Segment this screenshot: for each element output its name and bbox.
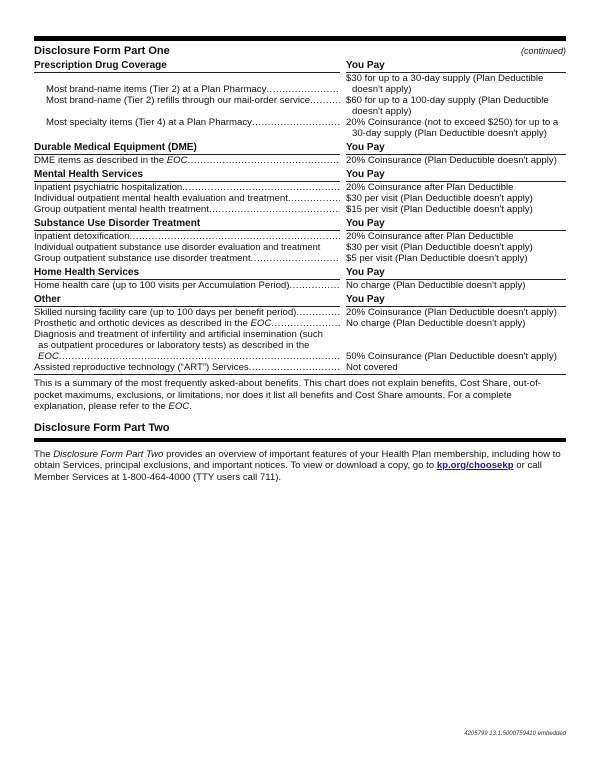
you-pay-header: You Pay — [346, 169, 566, 182]
pay-value: $5 per visit (Plan Deductible doesn't apply) — [346, 253, 528, 264]
section-header — [34, 142, 566, 155]
eoc-ref: EOC — [168, 401, 190, 412]
pay-value: 20% Coinsurance after Plan Deductible — [346, 231, 514, 242]
section-title: Prescription Drug Coverage — [34, 60, 340, 73]
part-two-title: Disclosure Form Part Two — [34, 421, 170, 434]
table-row — [34, 231, 566, 242]
pay-value: 20% Coinsurance after Plan Deductible — [346, 182, 514, 193]
section-title: Home Health Services — [34, 267, 340, 280]
table-end-rule — [34, 374, 566, 375]
table-row — [34, 329, 566, 362]
pay-value: $60 for up to a 100-day supply (Plan Deductible — [346, 95, 549, 106]
section-header — [34, 218, 566, 231]
table-row — [34, 182, 566, 193]
continued-label: (continued) — [520, 46, 566, 56]
section-title: Mental Health Services — [34, 169, 340, 182]
item-label: Diagnosis and treatment of infertility and artificial insemination (such — [34, 329, 324, 340]
table-row — [34, 318, 566, 329]
pay-value-cont: doesn't apply) — [352, 106, 412, 117]
pay-value: $30 for up to a 30-day supply (Plan Deductible — [346, 73, 544, 84]
table-row — [34, 117, 566, 139]
item-label: Inpatient detoxification — [34, 231, 130, 242]
section-other — [34, 294, 566, 375]
table-row — [34, 155, 566, 166]
pay-value: 50% Coinsurance (Plan Deductible doesn't apply) — [346, 351, 557, 362]
table-row — [34, 193, 566, 204]
pay-value: No charge (Plan Deductible doesn't apply) — [346, 280, 526, 291]
section-home-health — [34, 267, 566, 291]
form-title: Disclosure Form Part One — [34, 45, 170, 57]
section-header — [34, 169, 566, 182]
section-substance-use — [34, 218, 566, 264]
top-rule — [34, 36, 566, 41]
table-row — [34, 253, 566, 264]
item-label: Most specialty items (Tier 4) at a Plan Pharmacy — [46, 117, 252, 128]
summary-paragraph: This is a summary of the most frequently asked-about benefits. This chart does not explain benefits, Cost Share, out-of-pocket maximums, exclusions, or limitations, nor does it list all benefits and Cost Share amounts. For a complete explanation, please refer to the EOC. — [34, 378, 541, 412]
section-header — [34, 294, 566, 307]
item-label: Most brand-name items (Tier 2) at a Plan Pharmacy — [46, 84, 267, 95]
you-pay-header: You Pay — [346, 142, 566, 155]
item-label: Group outpatient substance use disorder treatment — [34, 253, 251, 264]
section-dme — [34, 142, 566, 166]
table-row — [34, 307, 566, 318]
pay-value: Not covered — [346, 362, 398, 373]
pay-value: 20% Coinsurance (Plan Deductible doesn't apply) — [346, 155, 557, 166]
document-page — [34, 36, 566, 483]
pay-value-cont: 30-day supply (Plan Deductible doesn't apply) — [352, 128, 547, 139]
pay-value: No charge (Plan Deductible doesn't apply) — [346, 318, 526, 329]
section-mental-health — [34, 169, 566, 215]
pay-value: $30 per visit (Plan Deductible doesn't apply) — [346, 193, 533, 204]
table-row — [34, 73, 566, 95]
you-pay-header: You Pay — [346, 218, 566, 231]
section-title: Durable Medical Equipment (DME) — [34, 142, 340, 155]
table-row — [34, 95, 566, 117]
item-label: Individual outpatient mental health evaluation and treatment — [34, 193, 288, 204]
eoc-ref: EOC — [38, 351, 59, 362]
pay-value: 20% Coinsurance (not to exceed $250) for up to a — [346, 117, 559, 128]
you-pay-header: You Pay — [346, 294, 566, 307]
table-row — [34, 362, 566, 373]
item-label: DME items as described in the EOC — [34, 155, 188, 166]
item-label: Most brand-name (Tier 2) refills through our mail-order service — [46, 95, 311, 106]
item-label: Assisted reproductive technology (“ART”) Services — [34, 362, 249, 373]
item-label: Group outpatient mental health treatment — [34, 204, 209, 215]
section-header — [34, 60, 566, 73]
you-pay-header: You Pay — [346, 60, 566, 73]
pay-value: 20% Coinsurance (Plan Deductible doesn't apply) — [346, 307, 557, 318]
choosekp-link[interactable]: kp.org/choosekp — [436, 460, 514, 471]
table-row — [34, 280, 566, 291]
section-header — [34, 267, 566, 280]
item-label: Prosthetic and orthotic devices as described in the EOC — [34, 318, 272, 329]
pay-value-cont: doesn't apply) — [352, 84, 412, 95]
table-row — [34, 204, 566, 215]
section-title: Other — [34, 294, 340, 307]
item-label-cont: as outpatient procedures or laboratory tests) as described in the — [38, 340, 310, 351]
part-two-rule — [34, 438, 566, 442]
eoc-ref: EOC — [250, 318, 272, 329]
section-title: Substance Use Disorder Treatment — [34, 218, 340, 231]
form-header — [34, 45, 566, 57]
part-two-paragraph: The Disclosure Form Part Two provides an overview of important features of your Health Plan membership, including how to obtain Services, principal exclusions, and important notices. To view or download a copy, go to kp.org/choosekp or call Member Services at 1-800-464-4000 (TTY users call 711). — [34, 448, 561, 483]
pay-value: $30 per visit (Plan Deductible doesn't apply) — [346, 242, 533, 253]
table-row — [34, 242, 566, 253]
item-label: Skilled nursing facility care (up to 100 days per benefit period) — [34, 307, 297, 318]
item-label: Inpatient psychiatric hospitalization — [34, 182, 183, 193]
eoc-ref: EOC — [166, 155, 188, 166]
you-pay-header: You Pay — [346, 267, 566, 280]
section-prescription — [34, 60, 566, 139]
item-label: Individual outpatient substance use disorder evaluation and treatment — [34, 242, 321, 252]
pay-value: $15 per visit (Plan Deductible doesn't apply) — [346, 204, 533, 215]
footer-code: 4205799 13.1.5000759410 embedded — [464, 731, 566, 737]
item-label: Home health care (up to 100 visits per Accumulation Period) — [34, 280, 290, 291]
